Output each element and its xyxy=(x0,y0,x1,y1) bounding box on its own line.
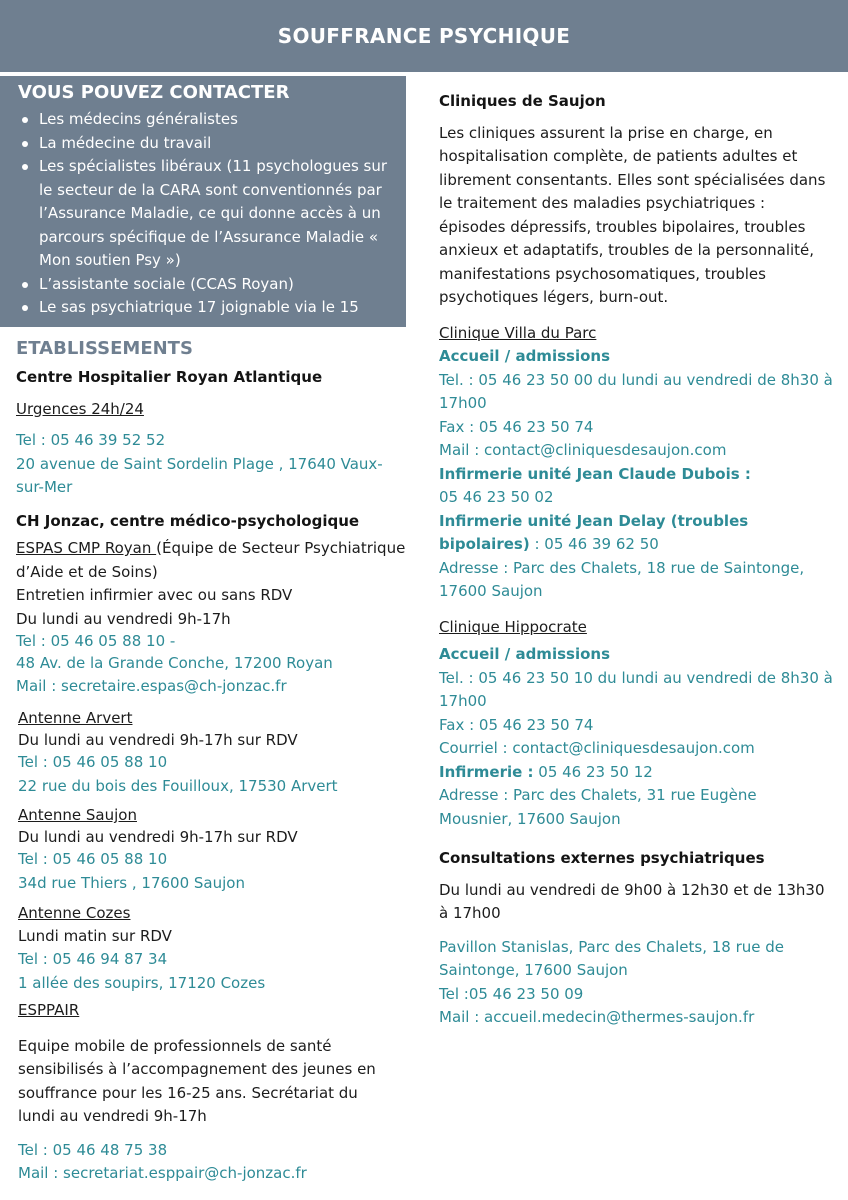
contact-box xyxy=(0,76,406,327)
jonzac-name: CH Jonzac, centre médico-psychologique xyxy=(16,511,360,530)
esppair-block xyxy=(16,999,406,1186)
consult-tel[interactable]: Tel :05 46 23 50 09 xyxy=(439,984,584,1003)
villa-inf1-tel[interactable]: 05 46 23 50 02 xyxy=(439,488,554,506)
page-header xyxy=(0,0,848,72)
esppair-desc: Equipe mobile de professionnels de santé sensibilisés à l’accompagnement des jeunes en souffrance pour les 16-25 ans. Secrétariat du lundi au vendredi 9h-17h xyxy=(18,1036,376,1125)
antenne-hours: Lundi matin sur RDV xyxy=(18,926,172,945)
contact-item: La médecine du travail xyxy=(18,132,394,156)
villa-tel[interactable]: Tel. : 05 46 23 50 00 du lundi au vendredi de 8h30 à 17h00 xyxy=(439,370,833,412)
antenne-address: 1 allée des soupirs, 17120 Cozes xyxy=(18,973,266,992)
hippocrate-inf-tel[interactable]: 05 46 23 50 12 xyxy=(533,762,653,781)
saujon-title: Cliniques de Saujon xyxy=(439,92,606,110)
hippocrate-address: Adresse : Parc des Chalets, 31 rue Eugène Mousnier, 17600 Saujon xyxy=(439,786,757,828)
right-column xyxy=(439,90,834,1030)
antenne-tel[interactable]: Tel : 05 46 94 87 34 xyxy=(18,949,168,968)
antenne-tel[interactable]: Tel : 05 46 05 88 10 xyxy=(18,850,168,868)
villa-name[interactable]: Clinique Villa du Parc xyxy=(439,323,597,342)
antenne-cozes xyxy=(16,902,406,996)
antenne-name[interactable]: Antenne Saujon xyxy=(18,806,137,824)
espas-address: 48 Av. de la Grande Conche, 17200 Royan xyxy=(16,653,333,672)
espas-desc: (Équipe de Secteur Psychiatrique d’Aide et de Soins) xyxy=(16,539,406,581)
hippocrate-mail[interactable]: Courriel : contact@cliniquesdesaujon.com xyxy=(439,739,755,757)
chra-tel[interactable]: Tel : 05 46 39 52 52 xyxy=(16,431,166,449)
espas-line3: Du lundi au vendredi 9h-17h xyxy=(16,609,231,628)
esppair-name[interactable]: ESPPAIR xyxy=(18,1001,80,1019)
hippocrate-accueil: Accueil / admissions xyxy=(439,645,610,663)
chra-name: Centre Hospitalier Royan Atlantique xyxy=(16,368,323,386)
esppair-mail[interactable]: Mail : secretariat.esppair@ch-jonzac.fr xyxy=(18,1164,307,1182)
villa-inf1-label: Infirmerie unité Jean Claude Dubois : xyxy=(439,464,751,483)
villa-inf2 xyxy=(439,510,834,557)
antenne-tel[interactable]: Tel : 05 46 05 88 10 xyxy=(18,752,168,771)
left-column xyxy=(16,336,406,1186)
contact-item: Les spécialistes libéraux (11 psychologues sur le secteur de la CARA sont conventionnés par l’Assurance Maladie, ce qui donne accès à un parcours spécifique de l’Assurance Maladie « Mon soutien Psy ») xyxy=(18,155,394,273)
hippocrate-inf-label: Infirmerie : xyxy=(439,762,534,781)
consult-mail[interactable]: Mail : accueil.medecin@thermes-saujon.fr xyxy=(439,1008,755,1026)
antenne-address: 22 rue du bois des Fouilloux, 17530 Arvert xyxy=(18,776,338,795)
espas-link[interactable]: ESPAS CMP Royan xyxy=(16,539,157,557)
esppair-tel[interactable]: Tel : 05 46 48 75 38 xyxy=(18,1140,168,1159)
consult-address: Pavillon Stanislas, Parc des Chalets, 18 rue de Saintonge, 17600 Saujon xyxy=(439,937,785,979)
hippocrate-name[interactable]: Clinique Hippocrate xyxy=(439,617,587,636)
villa-accueil: Accueil / admissions xyxy=(439,347,610,365)
contact-title: VOUS POUVEZ CONTACTER xyxy=(18,82,290,103)
contact-item: L’assistante sociale (CCAS Royan) xyxy=(18,273,394,297)
espas-block xyxy=(16,537,406,584)
antenne-arvert xyxy=(16,707,406,799)
chra-address: 20 avenue de Saint Sordelin Plage , 17640 Vaux-sur-Mer xyxy=(16,454,383,496)
villa-inf2-tel[interactable]: : 05 46 39 62 50 xyxy=(529,535,659,553)
consult-hours: Du lundi au vendredi de 9h00 à 12h30 et de 13h30 à 17h00 xyxy=(439,880,825,922)
villa-inf2-label: Infirmerie unité Jean Delay (troubles bipolaires) xyxy=(439,511,749,553)
antenne-name[interactable]: Antenne Cozes xyxy=(18,903,131,922)
villa-address: Adresse : Parc des Chalets, 18 rue de Saintonge, 17600 Saujon xyxy=(439,558,805,600)
etablissements-title: ETABLISSEMENTS xyxy=(16,338,193,359)
antenne-address: 34d rue Thiers , 17600 Saujon xyxy=(18,874,245,892)
villa-mail[interactable]: Mail : contact@cliniquesdesaujon.com xyxy=(439,441,727,459)
saujon-desc: Les cliniques assurent la prise en charge, en hospitalisation complète, de patients adultes et librement consentants. Elles sont spécialisées dans le traitement des maladies psychiatriques : épisodes dépressifs, troubles bipolaires, troubles anxieux et adaptatifs, troubles de la personnalité, manifestations psychosomatiques, troubles psychotiques légers, burn-out. xyxy=(439,123,826,306)
espas-mail[interactable]: Mail : secretaire.espas@ch-jonzac.fr xyxy=(16,677,287,695)
hippocrate-fax: Fax : 05 46 23 50 74 xyxy=(439,715,594,734)
villa-fax: Fax : 05 46 23 50 74 xyxy=(439,417,594,436)
contact-item: Les médecins généralistes xyxy=(18,108,394,132)
antenne-name[interactable]: Antenne Arvert xyxy=(18,708,133,727)
urgences-link[interactable]: Urgences 24h/24 xyxy=(16,399,144,418)
antenne-saujon xyxy=(16,804,406,896)
page-title: SOUFFRANCE PSYCHIQUE xyxy=(277,24,571,48)
espas-line2: Entretien infirmier avec ou sans RDV xyxy=(16,586,293,604)
hippocrate-inf xyxy=(439,761,834,785)
hippocrate-tel[interactable]: Tel. : 05 46 23 50 10 du lundi au vendredi de 8h30 à 17h00 xyxy=(439,668,833,710)
contact-item: Le sas psychiatrique 17 joignable via le 15 xyxy=(18,296,394,320)
espas-tel[interactable]: Tel : 05 46 05 88 10 - xyxy=(16,631,176,650)
contact-list xyxy=(18,108,394,320)
antenne-hours: Du lundi au vendredi 9h-17h sur RDV xyxy=(18,828,298,846)
consult-title: Consultations externes psychiatriques xyxy=(439,849,765,867)
antenne-hours: Du lundi au vendredi 9h-17h sur RDV xyxy=(18,730,298,749)
